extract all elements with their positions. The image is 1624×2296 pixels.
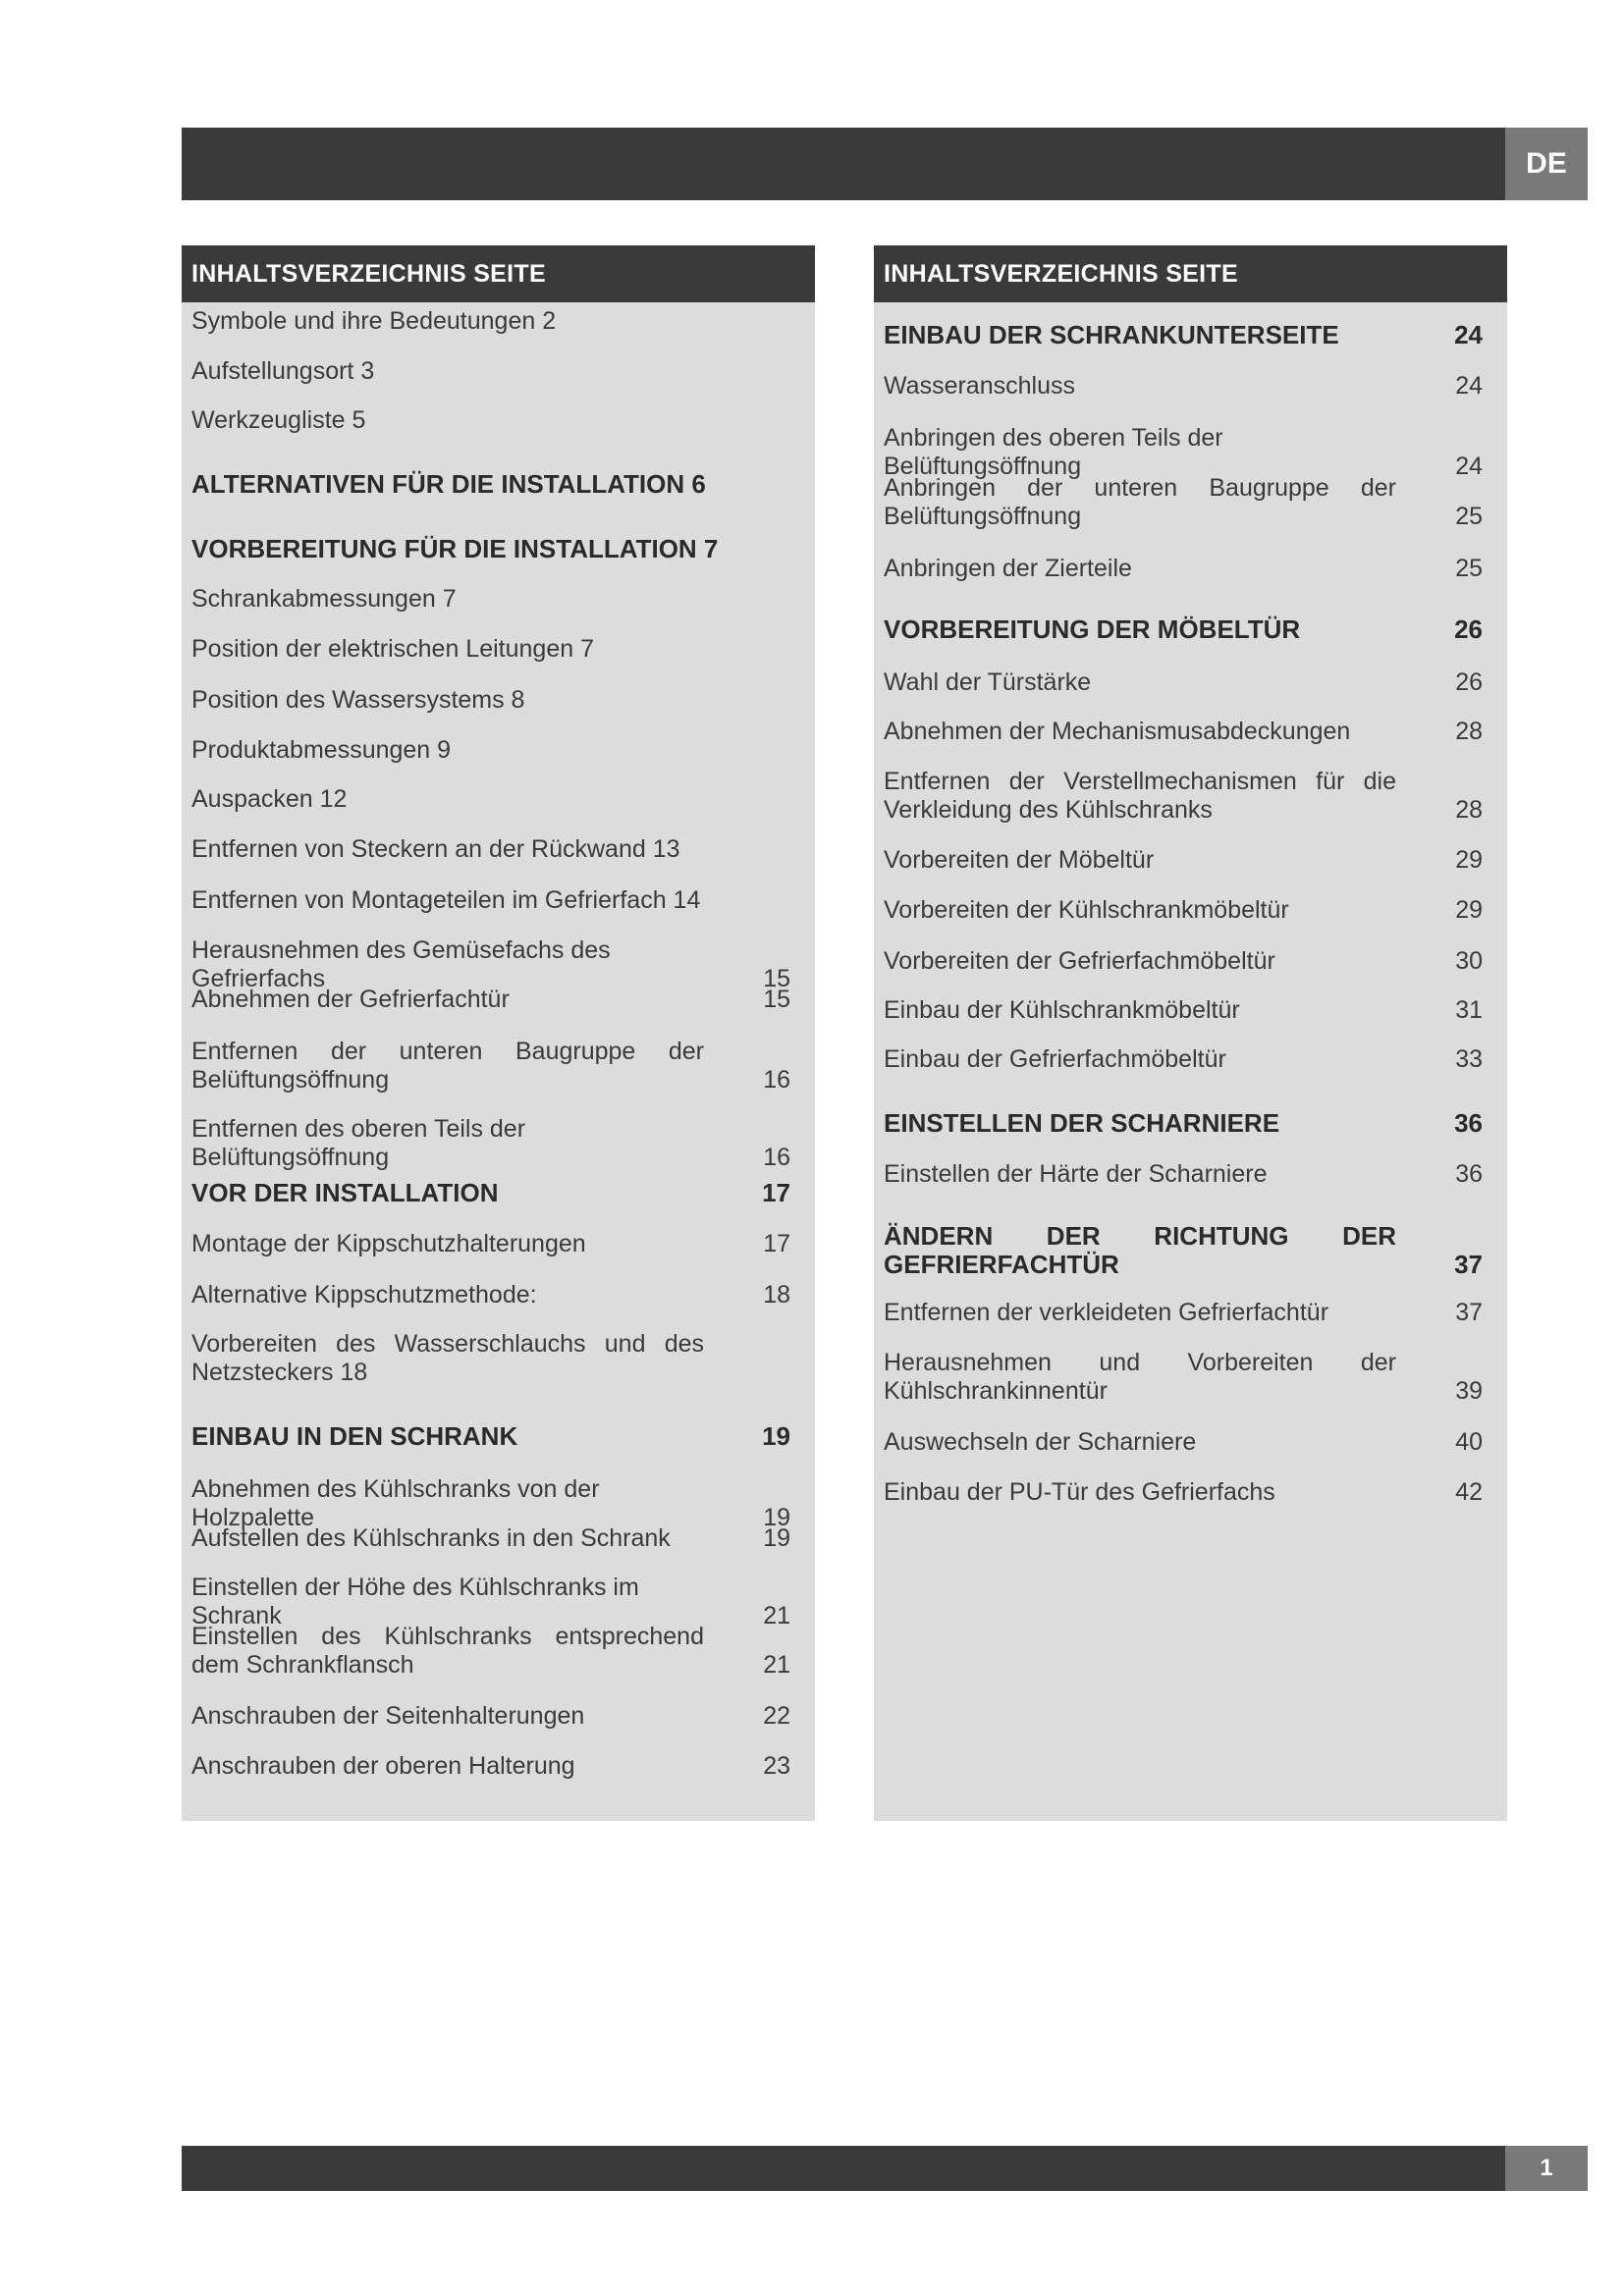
toc-entry[interactable] [191,1038,790,1095]
toc-entry-text: Position des Wassersystems 8 [191,686,525,714]
toc-entry[interactable] [884,372,1483,400]
toc-entry-text: Einbau der Kühlschrankmöbeltür [884,996,1240,1024]
toc-entry-text: Werkzeugliste 5 [191,406,366,434]
toc-entry-text: Vorbereiten der Möbeltür [884,846,1155,874]
toc-entry-page: 18 [763,1281,790,1308]
toc-entry[interactable] [191,1752,790,1781]
toc-entry-text: Abnehmen der Mechanismusabdeckungen [884,718,1351,745]
toc-entry-text: Entfernen der Verstellmechanismen für die Verkleidung des Kühlschranks [884,768,1396,824]
toc-entry-text: Anbringen der Zierteile [884,555,1132,582]
header-bar [182,128,1505,200]
toc-entry-page: 28 [1455,718,1483,745]
toc-entry-page: 19 [763,1524,790,1552]
toc-entry-text: Herausnehmen des Gemüsefachs des Gefrierfachs [191,936,611,992]
toc-entry-text: Entfernen der unteren Baugruppe der Belüftungsöffnung [191,1038,704,1094]
toc-entry[interactable] [191,835,790,864]
toc-entry-text: Aufstellen des Kühlschranks in den Schrank [191,1524,671,1552]
toc-entry-text: Montage der Kippschutzhalterungen [191,1230,586,1257]
toc-entry-text: Anbringen der unteren Baugruppe der Belüftungsöffnung [884,474,1396,530]
toc-entry[interactable] [191,1623,790,1680]
toc-entry-page: 37 [1455,1299,1483,1326]
toc-entry-page: 19 [762,1421,790,1451]
toc-entry[interactable] [191,785,790,814]
toc-entry-text: Einstellen der Härte der Scharniere [884,1160,1268,1188]
toc-entry-text: Einstellen der Höhe des Kühlschranks im Schrank [191,1574,639,1629]
toc-entry-text: Anschrauben der Seitenhalterungen [191,1702,585,1730]
toc-entry[interactable] [191,357,790,386]
toc-entry-text: Abnehmen des Kühlschranks von der Holzpalette [191,1475,600,1531]
toc-entry[interactable] [884,1299,1483,1327]
toc-entry-text: VOR DER INSTALLATION [191,1178,499,1207]
toc-section-heading[interactable] [191,1179,790,1207]
toc-entry-text: Vorbereiten der Gefrierfachmöbeltür [884,947,1275,975]
toc-entry-page: 22 [763,1702,790,1730]
toc-section-heading[interactable] [191,1422,790,1451]
toc-entry[interactable] [191,1230,790,1258]
toc-entry-text: Abnehmen der Gefrierfachtür [191,986,510,1013]
toc-entry[interactable] [191,736,790,765]
toc-entry[interactable] [884,718,1483,746]
toc-entry[interactable] [884,1349,1483,1406]
toc-entry-page: 30 [1455,947,1483,975]
toc-entry-text: EINSTELLEN DER SCHARNIERE [884,1108,1280,1138]
toc-entry-text: Einbau der Gefrierfachmöbeltür [884,1045,1226,1073]
toc-entry[interactable] [884,1160,1483,1189]
toc-entry[interactable] [191,635,790,664]
toc-entry-page: 42 [1455,1478,1483,1506]
toc-entry-text: Position der elektrischen Leitungen 7 [191,635,594,663]
language-badge: DE [1505,128,1588,200]
toc-section-heading[interactable] [884,615,1483,644]
toc-entry-page: 36 [1455,1160,1483,1188]
toc-entry-page: 24 [1455,453,1483,480]
toc-entry[interactable] [191,1702,790,1731]
toc-entry-page: 24 [1455,372,1483,400]
toc-entry-text: Einbau der PU-Tür des Gefrierfachs [884,1478,1275,1506]
toc-entry[interactable] [884,947,1483,976]
toc-entry-page: 37 [1454,1250,1483,1279]
toc-entry[interactable] [884,424,1483,481]
toc-entry-page: 15 [763,986,790,1013]
toc-entry-page: 17 [763,1230,790,1257]
toc-entry-page: 26 [1455,668,1483,696]
toc-entry-page: 17 [762,1178,790,1207]
toc-entry-text: Entfernen von Montageteilen im Gefrierfach 14 [191,886,701,914]
toc-entry-text: EINBAU DER SCHRANKUNTERSEITE [884,320,1339,349]
toc-entry[interactable] [884,1478,1483,1507]
toc-entry-page: 21 [763,1602,790,1629]
toc-entry-text: Vorbereiten des Wasserschlauchs und des Netzsteckers 18 [191,1330,704,1386]
toc-entry-text: Auspacken 12 [191,785,348,813]
toc-entry[interactable] [191,406,790,435]
toc-entry-text: ÄNDERN DER RICHTUNG DER GEFRIERFACHTÜR [884,1221,1396,1279]
toc-entry-text: EINBAU IN DEN SCHRANK [191,1421,518,1451]
toc-entry-text: Entfernen der verkleideten Gefrierfachtür [884,1299,1329,1326]
toc-entry[interactable] [884,474,1483,531]
toc-entry-text: Wahl der Türstärke [884,668,1092,696]
toc-entry[interactable] [191,1115,790,1172]
toc-entry[interactable] [884,1045,1483,1074]
toc-entry-page: 21 [763,1651,790,1679]
toc-entry-text: Entfernen von Steckern an der Rückwand 13 [191,835,680,863]
toc-section-heading[interactable] [884,1222,1483,1279]
toc-entry[interactable] [191,1330,790,1387]
toc-entry[interactable] [191,307,790,336]
toc-entry[interactable] [884,846,1483,875]
toc-entry-text: VORBEREITUNG DER MÖBELTÜR [884,614,1301,644]
toc-entry-text: Herausnehmen und Vorbereiten der Kühlschrankinnentür [884,1349,1396,1405]
toc-entry-page: 31 [1455,996,1483,1024]
toc-entry-text: Einstellen des Kühlschranks entsprechend dem Schrankflansch [191,1623,704,1679]
toc-entry-page: 25 [1455,503,1483,530]
toc-entry-text: Anschrauben der oberen Halterung [191,1752,575,1780]
toc-entry-page: 15 [763,965,790,992]
toc-entry[interactable] [191,1281,790,1309]
toc-section-heading[interactable] [191,470,790,499]
toc-entry[interactable] [191,986,790,1014]
toc-entry-text: Symbole und ihre Bedeutungen 2 [191,307,557,335]
footer-bar [182,2146,1505,2191]
toc-entry-text: ALTERNATIVEN FÜR DIE INSTALLATION 6 [191,469,706,499]
toc-entry-page: 16 [763,1066,790,1094]
toc-entry[interactable] [884,668,1483,697]
toc-entry-page: 39 [1455,1377,1483,1405]
toc-entry-page: 28 [1455,796,1483,824]
toc-entry-page: 25 [1455,555,1483,582]
toc-entry-page: 29 [1455,846,1483,874]
toc-section-heading[interactable] [884,1109,1483,1138]
toc-entry-page: 29 [1455,896,1483,924]
toc-entry-text: VORBEREITUNG FÜR DIE INSTALLATION 7 [191,534,719,563]
toc-left-title: INHALTSVERZEICHNIS SEITE [182,245,815,302]
toc-entry[interactable] [191,1524,790,1553]
toc-entry-text: Anbringen des oberen Teils der Belüftungsöffnung [884,424,1223,480]
toc-entry[interactable] [191,886,790,915]
toc-right-panel [874,245,1507,1821]
toc-entry-page: 40 [1455,1428,1483,1456]
toc-entry-page: 26 [1454,614,1483,644]
toc-section-heading[interactable] [191,535,790,563]
toc-entry[interactable] [884,555,1483,583]
toc-entry[interactable] [191,686,790,715]
toc-left-panel [182,245,815,1821]
toc-entry-text: Vorbereiten der Kühlschrankmöbeltür [884,896,1289,924]
toc-entry-page: 23 [763,1752,790,1780]
toc-entry-text: Produktabmessungen 9 [191,736,452,764]
toc-entry-page: 19 [763,1504,790,1531]
toc-entry[interactable] [884,768,1483,825]
toc-entry-text: Aufstellungsort 3 [191,357,375,385]
toc-entry[interactable] [884,996,1483,1025]
toc-entry-page: 36 [1454,1108,1483,1138]
page-number: 1 [1505,2146,1588,2191]
toc-entry-page: 33 [1455,1045,1483,1073]
toc-entry-text: Wasseranschluss [884,372,1075,400]
toc-entry[interactable] [191,585,790,614]
toc-entry-text: Alternative Kippschutzmethode: [191,1281,537,1308]
toc-entry-text: Entfernen des oberen Teils der Belüftungsöffnung [191,1115,526,1171]
toc-entry-page: 24 [1454,320,1483,349]
toc-entry-page: 16 [763,1144,790,1171]
toc-entry-text: Auswechseln der Scharniere [884,1428,1197,1456]
toc-entry[interactable] [884,1428,1483,1457]
toc-entry-text: Schrankabmessungen 7 [191,585,457,613]
toc-right-title: INHALTSVERZEICHNIS SEITE [874,245,1507,302]
toc-section-heading[interactable] [884,321,1483,349]
toc-entry[interactable] [884,896,1483,925]
